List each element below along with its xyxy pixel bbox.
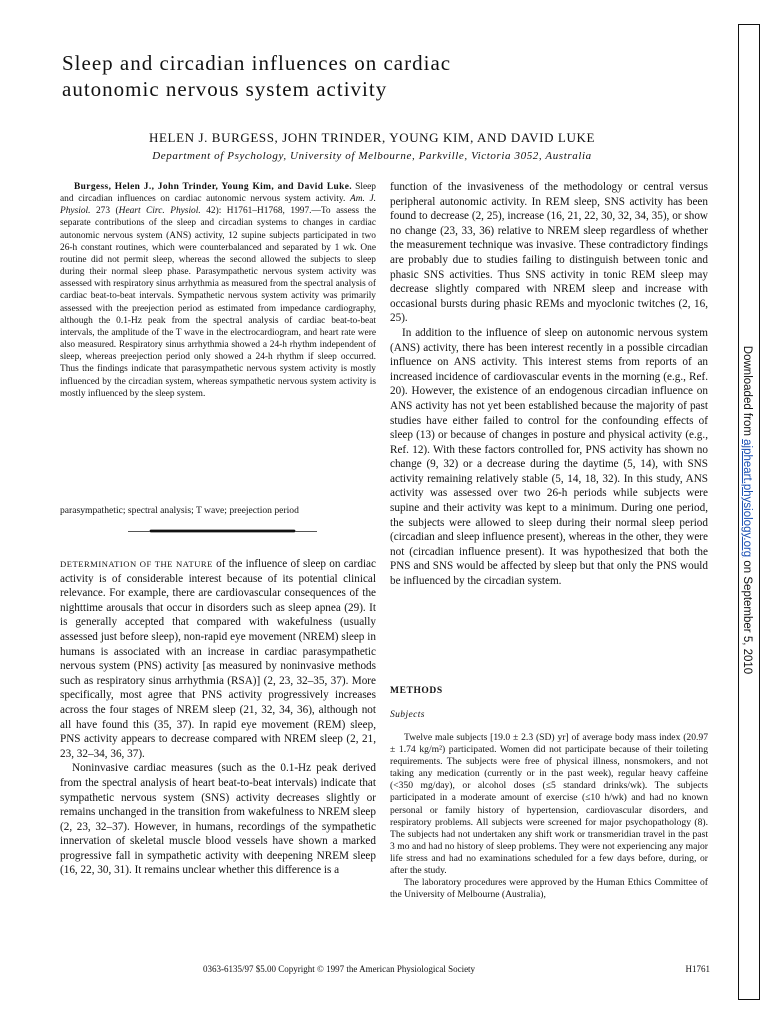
keywords: parasympathetic; spectral analysis; T wave; preejection period <box>60 505 299 516</box>
right-paragraph-1: function of the invasiveness of the methodology or central versus peripheral autonomic activity. In REM sleep, SNS activity has been found to decrease (2, 25), increase (16, 21, 22, 30, 32, 34, 35), or show no change (23, 33, 36) relative to NREM sleep regardless of whether the measurement technique was invasive. These contradictory findings are probably due to studies failing to distinguish between tonic and phasic SNS activities. Thus SNS activity in tonic REM sleep may decrease slightly compared with NREM sleep and increase with occasional bursts during phasic REMs and myoclonic twitches (2, 16, 25). <box>390 181 708 325</box>
abstract <box>60 181 376 400</box>
methods-subjects-text <box>390 732 708 901</box>
abstract-text-b: 273 ( <box>90 206 119 217</box>
journal-site-link[interactable]: ajpheart.physiology.org <box>741 439 753 558</box>
methods-paragraph-1: Twelve male subjects [19.0 ± 2.3 (SD) yr] of average body mass index (20.97 ± 1.74 kg/m²) participated. Women did not participate because of their toileting requirements. The subjects were free of physical illness, nonsmokers, and not taking any medication (currently or in the past week), regular heavy caffeine (<350 mg/day), or alcohol doses (≤5 standard drinks/wk). The subjects participated in a moderate amount of exercise (≤10 h/wk) and had no known personal or family history of hypertension, cardiovascular disorders, and respiratory problems. All subjects were screened for major psychopathology (8). The subjects had not undertaken any shift work or transmeridian travel in the past 3 mo and had no history of sleep problems. They were not experiencing any major life stress and had no examinations scheduled for a few days before, during, or after the study. <box>390 732 708 877</box>
intro-paragraph-2: Noninvasive cardiac measures (such as the 0.1-Hz peak derived from the spectral analysis of heart beat-to-beat intervals) indicate that sympathetic nervous system (SNS) activity decreases slightly or remains unchanged in the transition from wakefulness to NREM sleep (2, 23, 32–37). However, in humans, recordings of the sympathetic innervation of skeletal muscle blood vessels have shown a marked progressive fall in sympathetic activity with deepening NREM sleep (16, 22, 30, 31). It remains unclear whether this difference is a <box>60 762 376 877</box>
abstract-text-a: Sleep and circadian influences on cardiac autonomic nervous system activity. <box>60 182 376 205</box>
section-divider <box>150 530 295 532</box>
subjects-heading: Subjects <box>390 710 425 720</box>
intro-paragraph-1: DETERMINATION OF THE NATURE of the influence of sleep on cardiac activity is of considerable interest because of its potential clinical relevance. For example, there are cardiovascular consequences of the nighttime arousals that occur in disorders such as sleep apnea (29). It is generally accepted that compared with wakefulness (usually assessed just before sleep), non-rapid eye movement (NREM) sleep in humans is associated with an increase in cardiac parasympathetic nervous system (PNS) activity [as measured by noninvasive methods such as respiratory sinus arrhythmia (RSA)] (2, 23, 32–35, 37). More specifically, most agree that PNS activity progressively increases across the four stages of NREM sleep (21, 32, 34, 36), although not all have found this (35, 37). In rapid eye movement (REM) sleep, PNS activity appears to decrease compared with NREM sleep (2, 21, 23, 32–34, 36, 37). <box>60 558 376 760</box>
journal-section: Heart Circ. Physiol. <box>118 206 201 217</box>
introduction <box>60 557 376 878</box>
title-line-2: autonomic nervous system activity <box>62 77 388 101</box>
affiliation: Department of Psychology, University of Melbourne, Parkville, Victoria 3052, Australia <box>152 150 592 162</box>
title-line-1: Sleep and circadian influences on cardiac <box>62 51 452 75</box>
abstract-text-c: 42): H1761–H1768, 1997.—To assess the separate contributions of the sleep and circadian systems to changes in cardiac autonomic nervous system (ANS) activity, 12 supine subjects participated in two 26-h constant routines, which were counterbalanced and separated by 1 wk. One routine did not permit sleep, whereas the second allowed the subjects to sleep during their normal sleep phase. Parasympathetic nervous system activity was assessed with respiratory sinus arrhythmia as measured from the spectral analysis of cardiac beat-to-beat intervals. Sympathetic nervous system activity was primarily assessed with the preejection period as estimated from impedance cardiography, although the 0.1-Hz peak from the spectral analysis of cardiac beat-to-beat intervals, the amplitude of the T wave in the electrocardiogram, and heart rate were also measured. Respiratory sinus arrhythmia showed a 24-h rhythm independent of sleep, whereas preejection period only showed a 24-h rhythm if sleep occurred. Thus the findings indicate that parasympathetic nervous system activity is mostly influenced by the circadian system, whereas sympathetic nervous system activity is mostly influenced by the sleep system. <box>60 206 376 399</box>
journal-name: Am. J. Physiol. <box>60 194 376 217</box>
intro-smallcaps-lead: DETERMINATION OF THE NATURE <box>60 559 213 569</box>
copyright-line: 0363-6135/97 $5.00 Copyright © 1997 the American Physiological Society <box>203 964 476 974</box>
right-paragraph-2: In addition to the influence of sleep on autonomic nervous system (ANS) activity, there has been interest recently in a possible circadian influence on ANS activity. This interest stems from reports of an increased incidence of cardiovascular events in the morning (e.g., Ref. 20). However, the existence of an endogenous circadian influence on ANS activity has not yet been established because the majority of past studies have either failed to control for the confounding effects of sleep (13) or because of changes in posture and physical activity (e.g., Ref. 12). With these factors controlled for, PNS activity has shown no change (9, 32) or a decrease during the daytime (5, 14), with SNS activity remaining relatively stable (5, 14, 18, 32). In this study, ANS activity was assessed over two 26-h periods while subjects were supine and their activity was kept to a minimum. During one period, the subjects were allowed to sleep during their normal sleep period (circadian and sleep influence present), whereas in the other, they were not (circadian influence present). It was hypothesized that both the PNS and SNS would be affected by sleep but that only the PNS would be influenced by the circadian system. <box>390 326 708 588</box>
abstract-citation-authors: Burgess, Helen J., John Trinder, Young Kim, and David Luke. <box>74 182 353 192</box>
right-column-text <box>390 180 708 589</box>
page-number: H1761 <box>685 964 710 974</box>
download-stamp: Downloaded from ajpheart.physiology.org on September 5, 2010 <box>741 345 753 675</box>
article-title <box>62 50 702 102</box>
methods-heading: METHODS <box>390 686 443 696</box>
methods-paragraph-2: The laboratory procedures were approved by the Human Ethics Committee of the University of Melbourne (Australia), <box>390 877 708 901</box>
author-list: HELEN J. BURGESS, JOHN TRINDER, YOUNG KIM, AND DAVID LUKE <box>149 130 595 145</box>
